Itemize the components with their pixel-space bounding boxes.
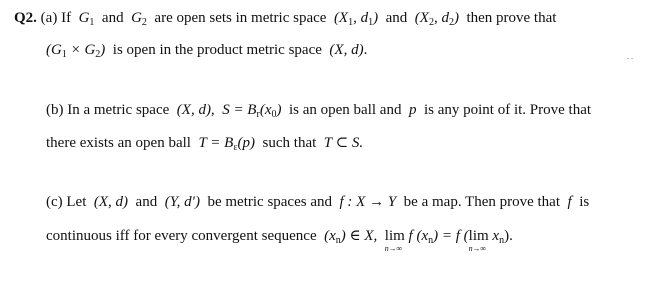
text-such-that: such that	[262, 135, 317, 151]
part-a-label: (a) If	[40, 10, 72, 26]
part-c-label: (c) Let	[46, 194, 87, 210]
text-open-sets: are open sets in metric space	[154, 10, 327, 26]
math-lim-1: lim n→∞	[384, 228, 405, 253]
math-t-subset-s: T ⊂ S.	[323, 135, 364, 151]
text-is-open-product: is open in the product metric space	[112, 42, 322, 58]
math-t-ball: $T = B_\varepsilon(p)$	[198, 135, 256, 153]
question-number: Q2.	[14, 10, 37, 26]
text-continuous-iff: continuous iff for every convergent sequence	[46, 228, 317, 244]
math-lim-2: lim n→∞	[468, 228, 489, 253]
text-and: and	[101, 10, 124, 26]
math-xd-c: (X, d)	[93, 194, 129, 210]
text-be-a-map: be a map. Then prove that	[403, 194, 561, 210]
scan-speck	[631, 58, 633, 59]
text-there-exists: there exists an open ball	[46, 135, 191, 151]
math-s-ball: $S = B_r(x_0)$	[222, 102, 282, 120]
text-then-prove: then prove that	[466, 10, 557, 26]
text-open-ball: is an open ball and	[288, 102, 402, 118]
math-g2: $G_2$	[131, 10, 147, 28]
math-sequence: $(x_n)$ ∈ X,	[324, 228, 378, 246]
math-xd: (X, d)	[329, 42, 364, 58]
text-any-point: is any point of it. Prove that	[423, 102, 592, 118]
part-b-label: (b) In a metric space	[46, 102, 170, 118]
question-a-line-2: $(G_1 \times G_2)$ is open in the product metric space (X, d).	[46, 42, 368, 60]
math-f-map: f : X → Y	[339, 194, 397, 210]
math-f: f	[567, 194, 572, 210]
question-b-line-2	[46, 133, 363, 153]
question-c-line-1	[46, 192, 589, 212]
math-xd-b: (X, d),	[176, 102, 215, 118]
question-c-line-2: continuous iff for every convergent sequence $(x_n)$ ∈ X, lim n→∞ f $(x_n) = f$ (lim n→∞ $x_n$).	[46, 228, 513, 253]
math-f-xn: f $(x_n) = f$ (	[408, 228, 469, 246]
math-g1: $G_1$	[78, 10, 95, 28]
math-p: p	[408, 102, 417, 118]
math-yd: (Y, d′)	[164, 194, 200, 210]
question-a-line-1	[14, 8, 556, 28]
text-is: is	[579, 194, 590, 210]
text-and-c: and	[135, 194, 158, 210]
text-metric-spaces: be metric spaces and	[207, 194, 332, 210]
math-x1d1: ($X_1$, $d_1$)	[333, 10, 379, 28]
math-x2d2: ($X_2$, $d_2$)	[414, 10, 459, 28]
question-b-line-1	[46, 100, 591, 120]
text-and-2: and	[385, 10, 408, 26]
math-xn: $x_n$	[492, 228, 505, 246]
math-g1-times-g2: $(G_1 \times G_2)$	[46, 42, 106, 60]
scan-speck	[627, 58, 629, 59]
